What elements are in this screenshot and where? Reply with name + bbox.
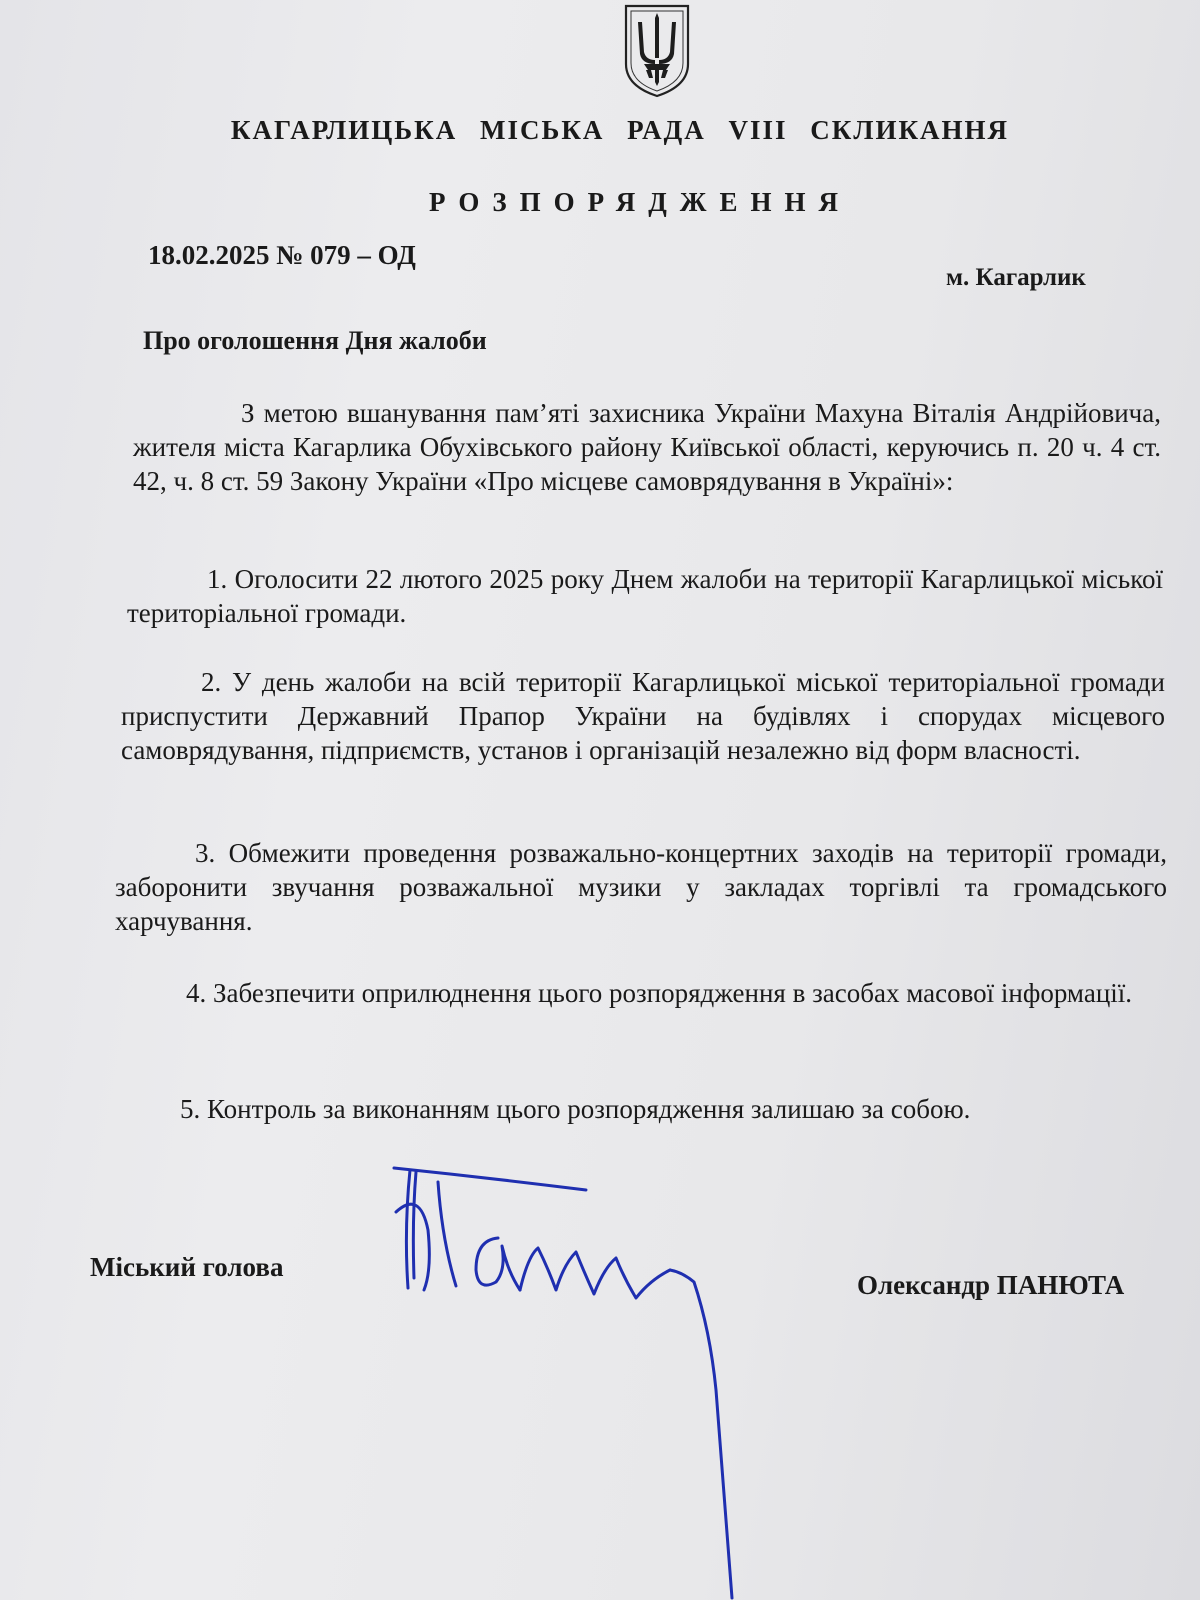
order-item-1: 1. Оголосити 22 лютого 2025 року Днем жалоби на території Кагарлицької міської територіальної громади. bbox=[127, 564, 1163, 628]
date-and-number: 18.02.2025 № 079 – ОД bbox=[148, 240, 416, 270]
order-item-2: 2. У день жалоби на всій території Кагарлицької міської територіальної громади приспустити Державний Прапор України на будівлях і спорудах місцевого самоврядування, підприємств, установ і організацій незалежно від форм власності. bbox=[121, 667, 1165, 765]
document-subject: Про оголошення Дня жалоби bbox=[143, 326, 487, 355]
handwritten-signature bbox=[380, 1160, 880, 1600]
city: м. Кагарлик bbox=[946, 264, 1086, 291]
council-name: КАГАРЛИЦЬКА МІСЬКА РАДА VIII СКЛИКАННЯ bbox=[230, 115, 1010, 145]
order-item-3: 3. Обмежити проведення розважально-концертних заходів на території громади, заборонити звучання розважальної музики у закладах торгівлі та громадського харчування. bbox=[115, 838, 1167, 936]
signatory-title: Міський голова bbox=[90, 1252, 284, 1282]
order-item-5: 5. Контроль за виконанням цього розпорядження залишаю за собою. bbox=[180, 1094, 971, 1124]
intro-paragraph: З метою вшанування пам’яті захисника України Махуна Віталія Андрійовича, жителя міста Кагарлика Обухівського району Київської області, керуючись п. 20 ч. 4 ст. 42, ч. 8 ст. 59 Закону України «Про місцеве самоврядування в Україні»: bbox=[133, 398, 1161, 496]
document-type-title: РОЗПОРЯДЖЕННЯ bbox=[428, 187, 852, 217]
signatory-name: Олександр ПАНЮТА bbox=[857, 1270, 1125, 1300]
trident-emblem-icon bbox=[622, 2, 692, 98]
order-item-4: 4. Забезпечити оприлюднення цього розпорядження в засобах масової інформації. bbox=[186, 978, 1133, 1008]
